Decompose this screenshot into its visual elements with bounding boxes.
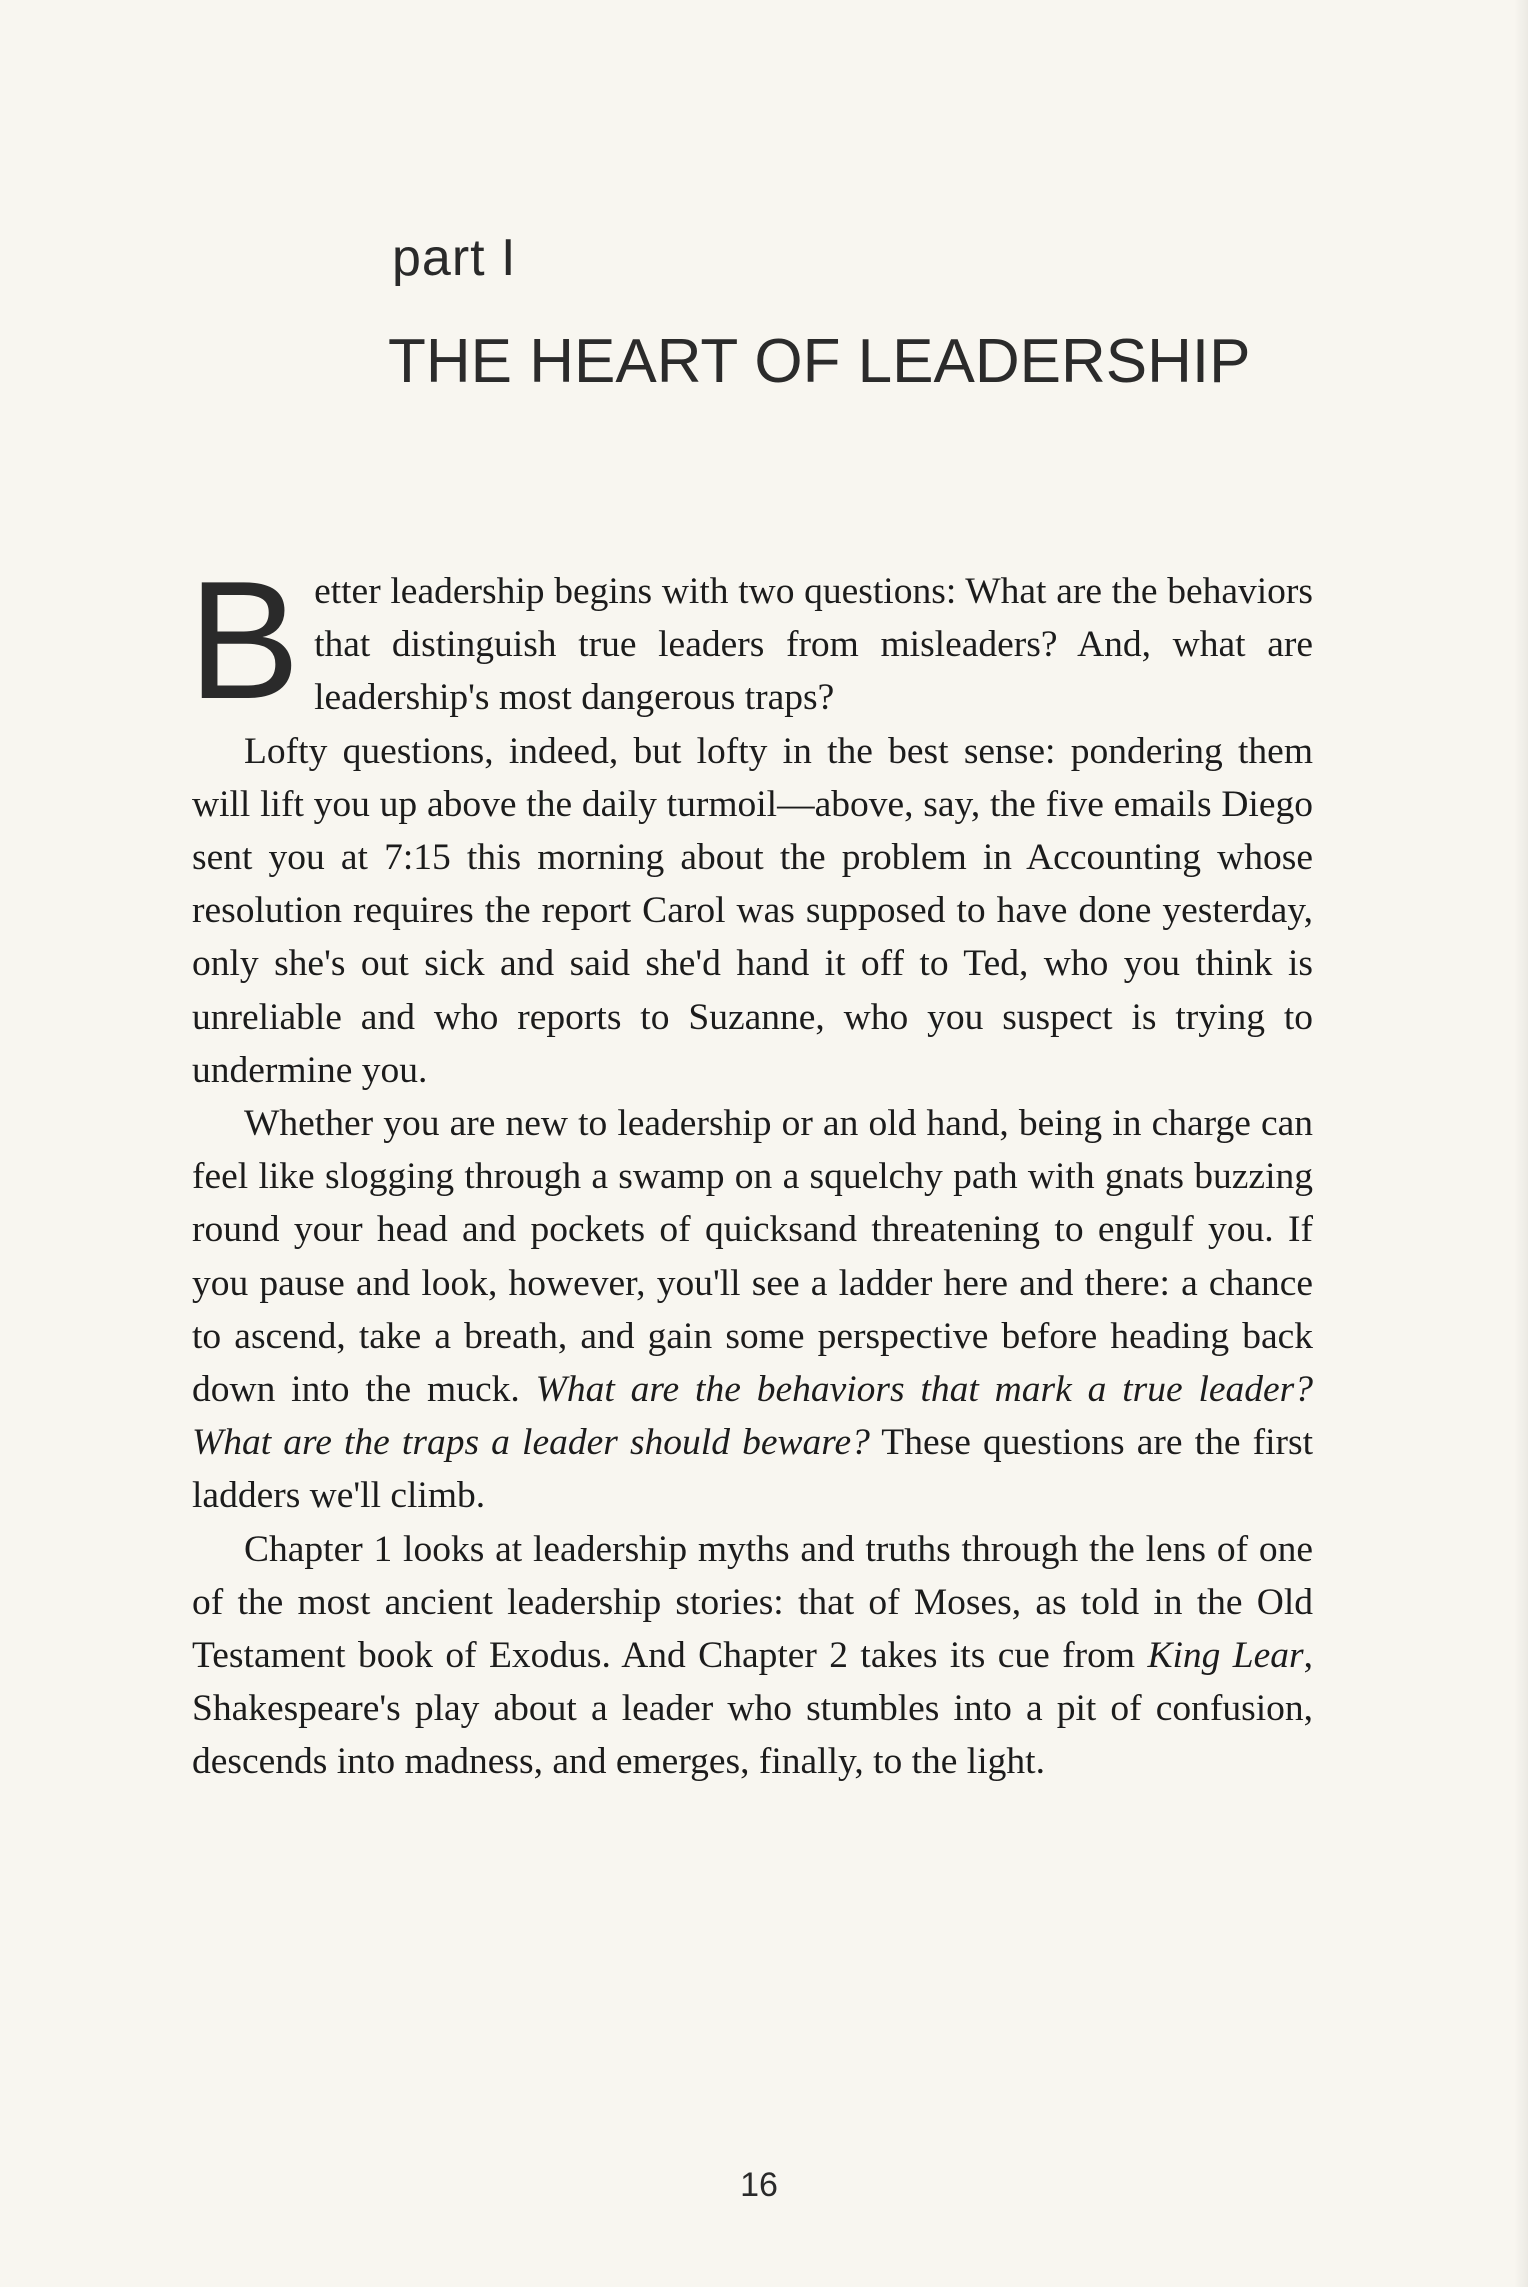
paragraph-1-text: etter leadership begins with two questions: What are the behaviors that distinguish true leaders from misleaders? And, what are leadership's most dangerous traps? [314, 571, 1313, 719]
page-edge-shadow [1514, 0, 1528, 2287]
paragraph-3-text-a: Whether you are new to leadership or an old hand, being in charge can feel like slogging through a swamp on a squelchy path with gnats buzzing round your head and pockets of quicksand threatening to engulf you. If you pause and look, however, you'll see a ladder here and there: a chance to ascend, take a breath, and gain some perspective before heading back down into the muck. [192, 1103, 1313, 1411]
paragraph-3-italic: What are the behaviors that mark a true leader? What are the traps a leader should beware? [192, 1369, 1314, 1464]
paragraph-3-text-b: These questions are the first ladders we'll climb. [192, 1422, 1313, 1517]
paragraph-2: Lofty questions, indeed, but lofty in the best sense: pondering them will lift you up above the daily turmoil—above, say, the five emails Diego sent you at 7:15 this morning about the problem in Accounting whose resolution requires the report Carol was supposed to have done yesterday, only she's out sick and said she'd hand it off to Ted, who you think is unreliable and who reports to Suzanne, who you suspect is trying to undermine you. [192, 730, 1313, 1091]
paragraph-4 [192, 1523, 1313, 1789]
paragraph-3 [192, 1097, 1313, 1523]
paragraph-4-text-b: , Shakespeare's play about a leader who stumbles into a pit of confusion, descends into madness, and emerges, finally, to the light. [192, 1635, 1313, 1783]
part-label: part I [392, 229, 517, 287]
body-text [188, 546, 1314, 1789]
page-number: 16 [740, 2166, 778, 2204]
part-title: THE HEART OF LEADERSHIP [388, 327, 1251, 396]
paragraph-4-italic: King Lear [1147, 1635, 1304, 1677]
paragraph-1 [188, 546, 1313, 734]
drop-cap: B [188, 546, 301, 734]
paragraph-4-text-a: Chapter 1 looks at leadership myths and truths through the lens of one of the most ancient leadership stories: that of Moses, as told in the Old Testament book of Exodus. And Chapter 2 takes its cue from [192, 1528, 1313, 1677]
